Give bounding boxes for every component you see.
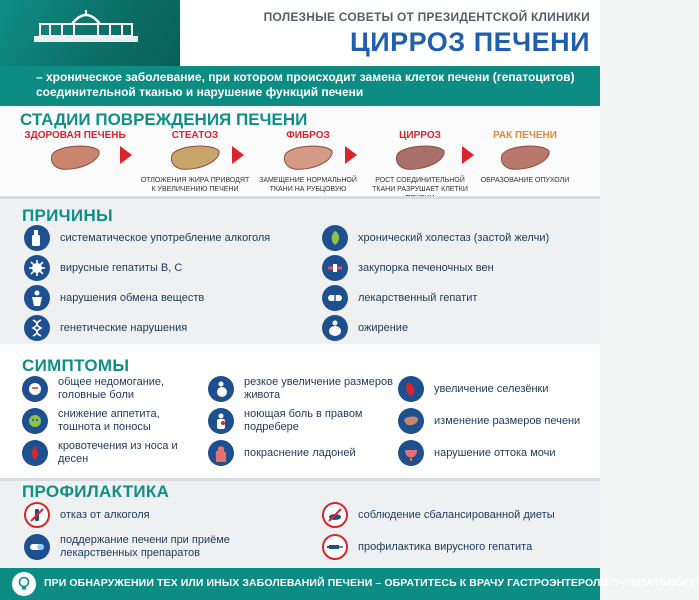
liver-icon: [394, 143, 446, 173]
stage-caption: ОБРАЗОВАНИЕ ОПУХОЛИ: [480, 177, 570, 184]
page-title: ЦИРРОЗ ПЕЧЕНИ: [349, 27, 590, 57]
nausea-icon: [22, 408, 48, 434]
cause-item: [24, 255, 304, 281]
prevention-title: ПРОФИЛАКТИКА: [22, 482, 170, 501]
stage-name: РАК ПЕЧЕНИ: [493, 130, 557, 141]
cause-text: хронический холестаз (застой желчи): [358, 231, 550, 244]
stage-arrow: [345, 146, 357, 164]
symptom-item: [398, 440, 593, 466]
body-metabolism-icon: [24, 285, 50, 311]
palm-icon: [208, 440, 234, 466]
prevention-item: [322, 502, 592, 528]
symptom-text: резкое увеличение размеров живота: [244, 376, 393, 401]
dna-icon: [24, 315, 50, 341]
cause-item: [322, 315, 592, 341]
prevention-item: [24, 534, 304, 560]
footer-banner: [0, 568, 699, 600]
nosebleed-icon: [22, 440, 48, 466]
no-alcohol-icon: [24, 502, 50, 528]
cause-text: генетические нарушения: [60, 321, 188, 334]
cause-item: [24, 285, 304, 311]
obesity-icon: [322, 315, 348, 341]
cause-item: [322, 285, 592, 311]
symptom-item: [398, 408, 593, 434]
stage-caption: ОТЛОЖЕНИЯ ЖИРА ПРИВОДЯТ К УВЕЛИЧЕНИЮ ПЕЧЕНИ: [140, 177, 250, 193]
symptom-item: [208, 440, 393, 466]
building-icon: [30, 8, 142, 48]
cause-text: систематическое употребление алкоголя: [60, 231, 271, 244]
cause-text: вирусные гепатиты В, С: [60, 261, 183, 274]
symptom-text: общее недомогание, головные боли: [58, 376, 165, 401]
symptom-text: ноющая боль в правом подребере: [244, 408, 363, 433]
stage-name: ФИБРОЗ: [286, 130, 330, 141]
lightbulb-icon: [12, 572, 36, 596]
clinic-logo: [0, 0, 180, 66]
pills-icon: [322, 285, 348, 311]
symptom-text: кровотечения из носа и десен: [58, 440, 178, 465]
symptom-item: [208, 376, 393, 402]
stage-card: [365, 130, 475, 203]
prevention-text: поддержание печени при приёме лекарственных препаратов: [60, 534, 230, 559]
symptom-text: покраснение ладоней: [244, 446, 356, 459]
virus-icon: [24, 255, 50, 281]
belly-icon: [208, 376, 234, 402]
stage-arrow: [120, 146, 132, 164]
symptom-text: увеличение селезёнки: [434, 382, 549, 395]
liver-icon: [499, 143, 551, 173]
prevention-text: отказ от алкоголя: [60, 508, 150, 521]
cause-item: [24, 225, 304, 251]
definition-banner: [0, 66, 600, 106]
capsule-icon: [24, 534, 50, 560]
liver-icon: [169, 143, 221, 173]
headache-icon: [22, 376, 48, 402]
stage-arrow: [232, 146, 244, 164]
prevention-item: [322, 534, 592, 560]
stage-card: [480, 130, 570, 185]
symptom-text: нарушение оттока мочи: [434, 446, 556, 459]
cause-item: [322, 225, 592, 251]
symptom-item: [22, 376, 202, 402]
symptom-item: [208, 408, 393, 434]
symptom-item: [22, 408, 202, 434]
cause-text: ожирение: [358, 321, 409, 334]
liver-size-icon: [398, 408, 424, 434]
prevention-item: [24, 502, 304, 528]
header-subtitle: ПОЛЕЗНЫЕ СОВЕТЫ ОТ ПРЕЗИДЕНТСКОЙ КЛИНИКИ: [263, 10, 590, 24]
symptom-item: [22, 440, 202, 466]
footer-text: ПРИ ОБНАРУЖЕНИИ ТЕХ ИЛИ ИНЫХ ЗАБОЛЕВАНИЙ ПЕЧЕНИ – ОБРАТИТЕСЬ К ВРАЧУ ГАСТРОЭНТЕРОЛОГУ-ГЕПАТОЛОГУ!: [44, 577, 699, 589]
alcohol-bottle-icon: [24, 225, 50, 251]
stage-name: ЦИРРОЗ: [399, 130, 441, 141]
symptom-item: [398, 376, 593, 402]
syringe-icon: [322, 534, 348, 560]
cause-text: лекарственный гепатит: [358, 291, 478, 304]
symptom-text: снижение аппетита, тошнота и поносы: [58, 408, 160, 433]
stage-card: [20, 130, 130, 176]
stage-arrow: [462, 146, 474, 164]
cause-item: [322, 255, 592, 281]
cause-item: [24, 315, 304, 341]
stages-title: СТАДИИ ПОВРЕЖДЕНИЯ ПЕЧЕНИ: [20, 110, 308, 129]
liver-icon: [49, 143, 101, 173]
liver-icon: [282, 143, 334, 173]
stage-card: [258, 130, 358, 194]
prevention-text: соблюдение сбалансированной диеты: [358, 508, 555, 521]
cause-text: нарушения обмена веществ: [60, 291, 205, 304]
symptoms-title: СИМПТОМЫ: [22, 356, 130, 375]
header: [0, 0, 600, 66]
definition-text: – хроническое заболевание, при котором происходит замена клеток печени (гепатоцитов) соединительной тканью и нарушение функций печени: [36, 70, 575, 99]
symptom-text: изменение размеров печени: [434, 414, 581, 427]
blocked-vein-icon: [322, 255, 348, 281]
spleen-icon: [398, 376, 424, 402]
stage-name: СТЕАТОЗ: [171, 130, 219, 141]
gallbladder-icon: [322, 225, 348, 251]
cause-text: закупорка печеночных вен: [358, 261, 494, 274]
stage-caption: РОСТ СОЕДИНИТЕЛЬНОЙ ТКАНИ РАЗРУШАЕТ КЛЕТКИ: [372, 177, 468, 193]
diet-icon: [322, 502, 348, 528]
stage-caption: ЗАМЕЩЕНИЕ НОРМАЛЬНОЙ ТКАНИ НА РУБЦОВУЮ: [259, 177, 357, 193]
side-pain-icon: [208, 408, 234, 434]
bladder-icon: [398, 440, 424, 466]
prevention-text: профилактика вирусного гепатита: [358, 540, 533, 553]
stage-name: ЗДОРОВАЯ ПЕЧЕНЬ: [24, 130, 126, 141]
causes-title: ПРИЧИНЫ: [22, 206, 113, 225]
